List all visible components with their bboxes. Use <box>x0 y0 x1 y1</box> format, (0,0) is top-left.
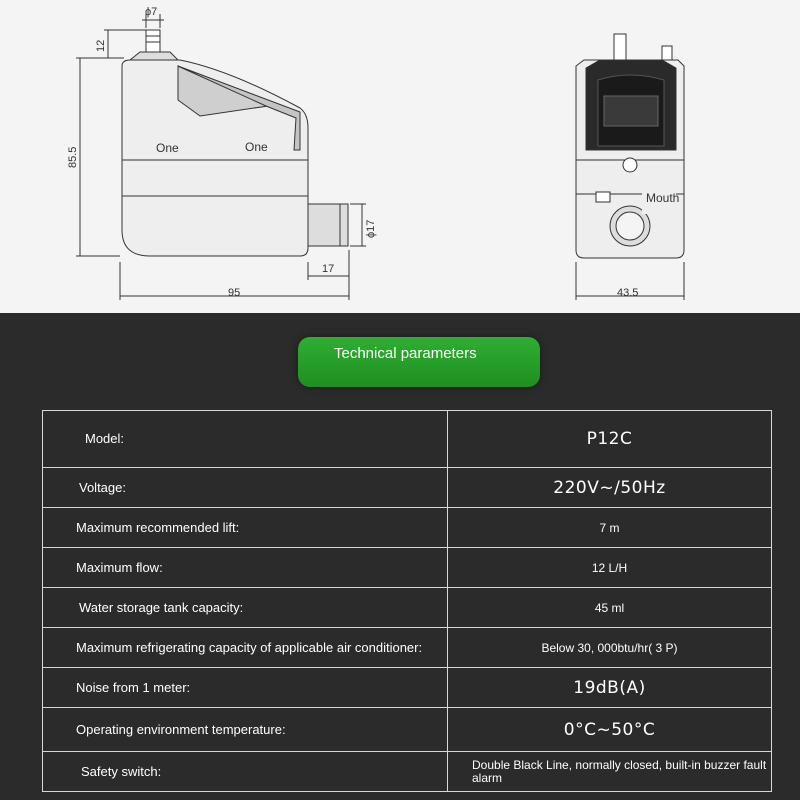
dim-outlet-length: 17 <box>322 263 335 275</box>
dim-outlet-diameter: ϕ17 <box>365 219 377 238</box>
param-value: 45 ml <box>448 588 772 628</box>
param-label: Noise from 1 meter: <box>43 668 448 708</box>
param-label: Water storage tank capacity: <box>43 588 448 628</box>
label-one-left: One <box>156 141 179 155</box>
table-row <box>43 628 772 668</box>
table-row <box>43 588 772 628</box>
param-label: Maximum flow: <box>43 548 448 588</box>
param-label: Operating environment temperature: <box>43 708 448 752</box>
param-value: 220V~/50Hz <box>448 468 772 508</box>
param-label: Safety switch: <box>43 752 448 792</box>
technical-drawing <box>0 0 800 313</box>
table-row <box>43 752 772 792</box>
table-row <box>43 508 772 548</box>
table-row <box>43 708 772 752</box>
dim-height-side: 85.5 <box>67 146 79 168</box>
param-label: Voltage: <box>43 468 448 508</box>
table-row <box>43 468 772 508</box>
dim-width-front: 43.5 <box>617 287 639 299</box>
table-row <box>43 668 772 708</box>
param-value: Below 30, 000btu/hr( 3 P) <box>448 628 772 668</box>
table-row <box>43 411 772 468</box>
param-value: Double Black Line, normally closed, built-in buzzer fault alarm <box>448 752 772 792</box>
outlet-side <box>308 204 348 246</box>
section-title: Technical parameters <box>334 345 477 362</box>
dim-width-side: 95 <box>228 287 241 299</box>
dim-nozzle: ϕ7 <box>145 6 158 18</box>
table-row <box>43 548 772 588</box>
front-view <box>576 34 684 300</box>
label-one-right: One <box>245 140 268 154</box>
parameters-panel <box>0 313 800 800</box>
dimension-drawing-svg <box>0 0 800 313</box>
section-title-badge <box>298 337 540 387</box>
param-value: 19dB(A) <box>448 668 772 708</box>
param-value: 7 m <box>448 508 772 548</box>
parameters-table <box>42 410 772 792</box>
top-nozzle <box>146 30 160 52</box>
param-value: P12C <box>448 411 772 468</box>
param-label: Maximum recommended lift: <box>43 508 448 548</box>
label-mouth: Mouth <box>646 191 680 205</box>
param-label: Maximum refrigerating capacity of applicable air conditioner: <box>43 628 448 668</box>
side-view <box>76 14 366 300</box>
dim-top-height: 12 <box>95 39 107 52</box>
param-label: Model: <box>43 411 448 468</box>
param-value: 12 L/H <box>448 548 772 588</box>
param-value: 0°C~50°C <box>448 708 772 752</box>
